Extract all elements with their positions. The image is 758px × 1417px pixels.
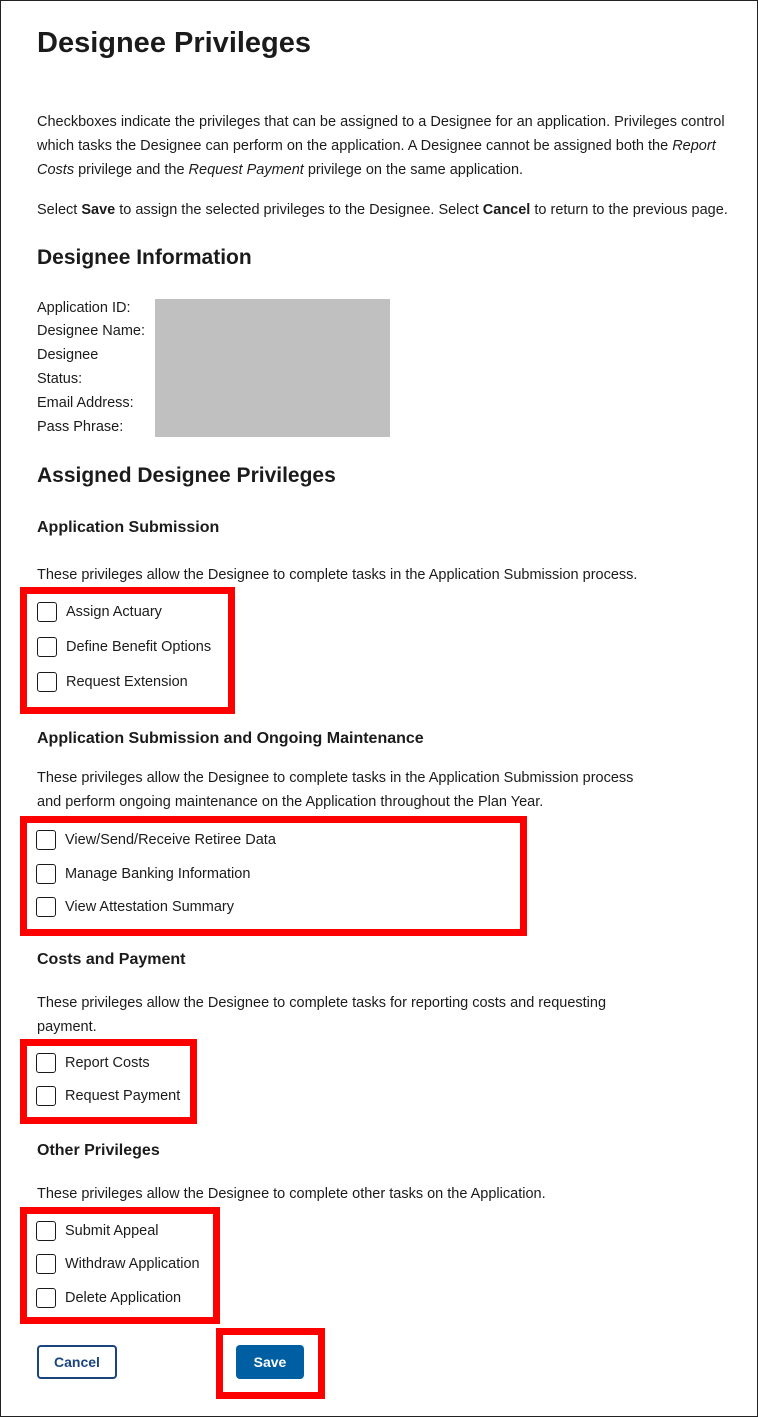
section-description: These privileges allow the Designee to complete tasks in the Application Submission process and perform ongoing maintenance on the Application throughout the Plan Year. bbox=[37, 770, 634, 810]
checkbox-label: Submit Appeal bbox=[65, 1223, 159, 1239]
designee-information-heading: Designee Information bbox=[37, 246, 252, 269]
checkbox-label: Define Benefit Options bbox=[66, 639, 212, 655]
section-title-submission-maintenance: Application Submission and Ongoing Maintenance bbox=[37, 730, 424, 747]
checkbox-icon[interactable] bbox=[36, 1221, 56, 1241]
checkbox-icon[interactable] bbox=[37, 637, 57, 657]
checkbox-label: Request Payment bbox=[65, 1088, 181, 1104]
cancel-button[interactable]: Cancel bbox=[37, 1345, 117, 1379]
instructions-paragraph: Select Save to assign the selected privileges to the Designee. Select Cancel to return to the previous page. bbox=[37, 202, 728, 218]
privilege-checkbox-row[interactable] bbox=[36, 1086, 180, 1106]
checkbox-icon[interactable] bbox=[36, 1254, 56, 1274]
info-label-designee-name: Designee Name: bbox=[37, 323, 145, 339]
section-description: These privileges allow the Designee to complete tasks in the Application Submission process. bbox=[37, 567, 638, 583]
checkbox-icon[interactable] bbox=[36, 864, 56, 884]
checkbox-label: Request Extension bbox=[66, 674, 188, 690]
privilege-checkbox-row[interactable] bbox=[36, 1053, 150, 1073]
privilege-checkbox-row[interactable] bbox=[36, 1288, 181, 1308]
privilege-checkbox-row[interactable] bbox=[36, 864, 250, 884]
privilege-checkbox-row[interactable] bbox=[37, 637, 211, 657]
privilege-checkbox-row[interactable] bbox=[36, 830, 276, 850]
section-description: These privileges allow the Designee to complete other tasks on the Application. bbox=[37, 1186, 546, 1202]
checkbox-label: Delete Application bbox=[65, 1290, 182, 1306]
intro-paragraph: Checkboxes indicate the privileges that can be assigned to a Designee for an application. Privileges control which tasks the Designee can perform on the application. A Designee cannot be assigned both the Report Costs privilege and the Request Payment privilege on the same application. bbox=[37, 114, 725, 178]
info-label-email: Email Address: bbox=[37, 395, 134, 411]
highlight-box bbox=[20, 1039, 197, 1124]
info-label-application-id: Application ID: bbox=[37, 300, 131, 316]
checkbox-icon[interactable] bbox=[36, 830, 56, 850]
privilege-checkbox-row[interactable] bbox=[36, 1221, 159, 1241]
section-title-application-submission: Application Submission bbox=[37, 519, 220, 536]
privilege-checkbox-row[interactable] bbox=[37, 602, 162, 622]
section-description: These privileges allow the Designee to complete tasks for reporting costs and requesting payment. bbox=[37, 995, 607, 1035]
checkbox-label: View Attestation Summary bbox=[65, 899, 234, 915]
privilege-checkbox-row[interactable] bbox=[36, 897, 234, 917]
checkbox-label: Report Costs bbox=[65, 1055, 150, 1071]
checkbox-icon[interactable] bbox=[36, 897, 56, 917]
section-title-costs-payment: Costs and Payment bbox=[37, 951, 186, 968]
checkbox-icon[interactable] bbox=[36, 1086, 56, 1106]
info-label-status: Status: bbox=[37, 371, 83, 387]
info-label-pass-phrase: Pass Phrase: bbox=[37, 419, 124, 435]
section-title-other-privileges: Other Privileges bbox=[37, 1142, 160, 1159]
checkbox-label: View/Send/Receive Retiree Data bbox=[65, 832, 276, 848]
checkbox-icon[interactable] bbox=[36, 1053, 56, 1073]
privilege-checkbox-row[interactable] bbox=[37, 672, 188, 692]
checkbox-label: Withdraw Application bbox=[65, 1256, 200, 1272]
page-title: Designee Privileges bbox=[37, 27, 312, 59]
checkbox-label: Assign Actuary bbox=[66, 604, 162, 620]
save-button[interactable]: Save bbox=[236, 1345, 304, 1379]
checkbox-label: Manage Banking Information bbox=[65, 866, 251, 882]
checkbox-icon[interactable] bbox=[36, 1288, 56, 1308]
info-label-designee: Designee bbox=[37, 347, 99, 363]
checkbox-icon[interactable] bbox=[37, 602, 57, 622]
assigned-privileges-heading: Assigned Designee Privileges bbox=[37, 464, 336, 487]
checkbox-icon[interactable] bbox=[37, 672, 57, 692]
redacted-values bbox=[155, 299, 390, 437]
privilege-checkbox-row[interactable] bbox=[36, 1254, 200, 1274]
